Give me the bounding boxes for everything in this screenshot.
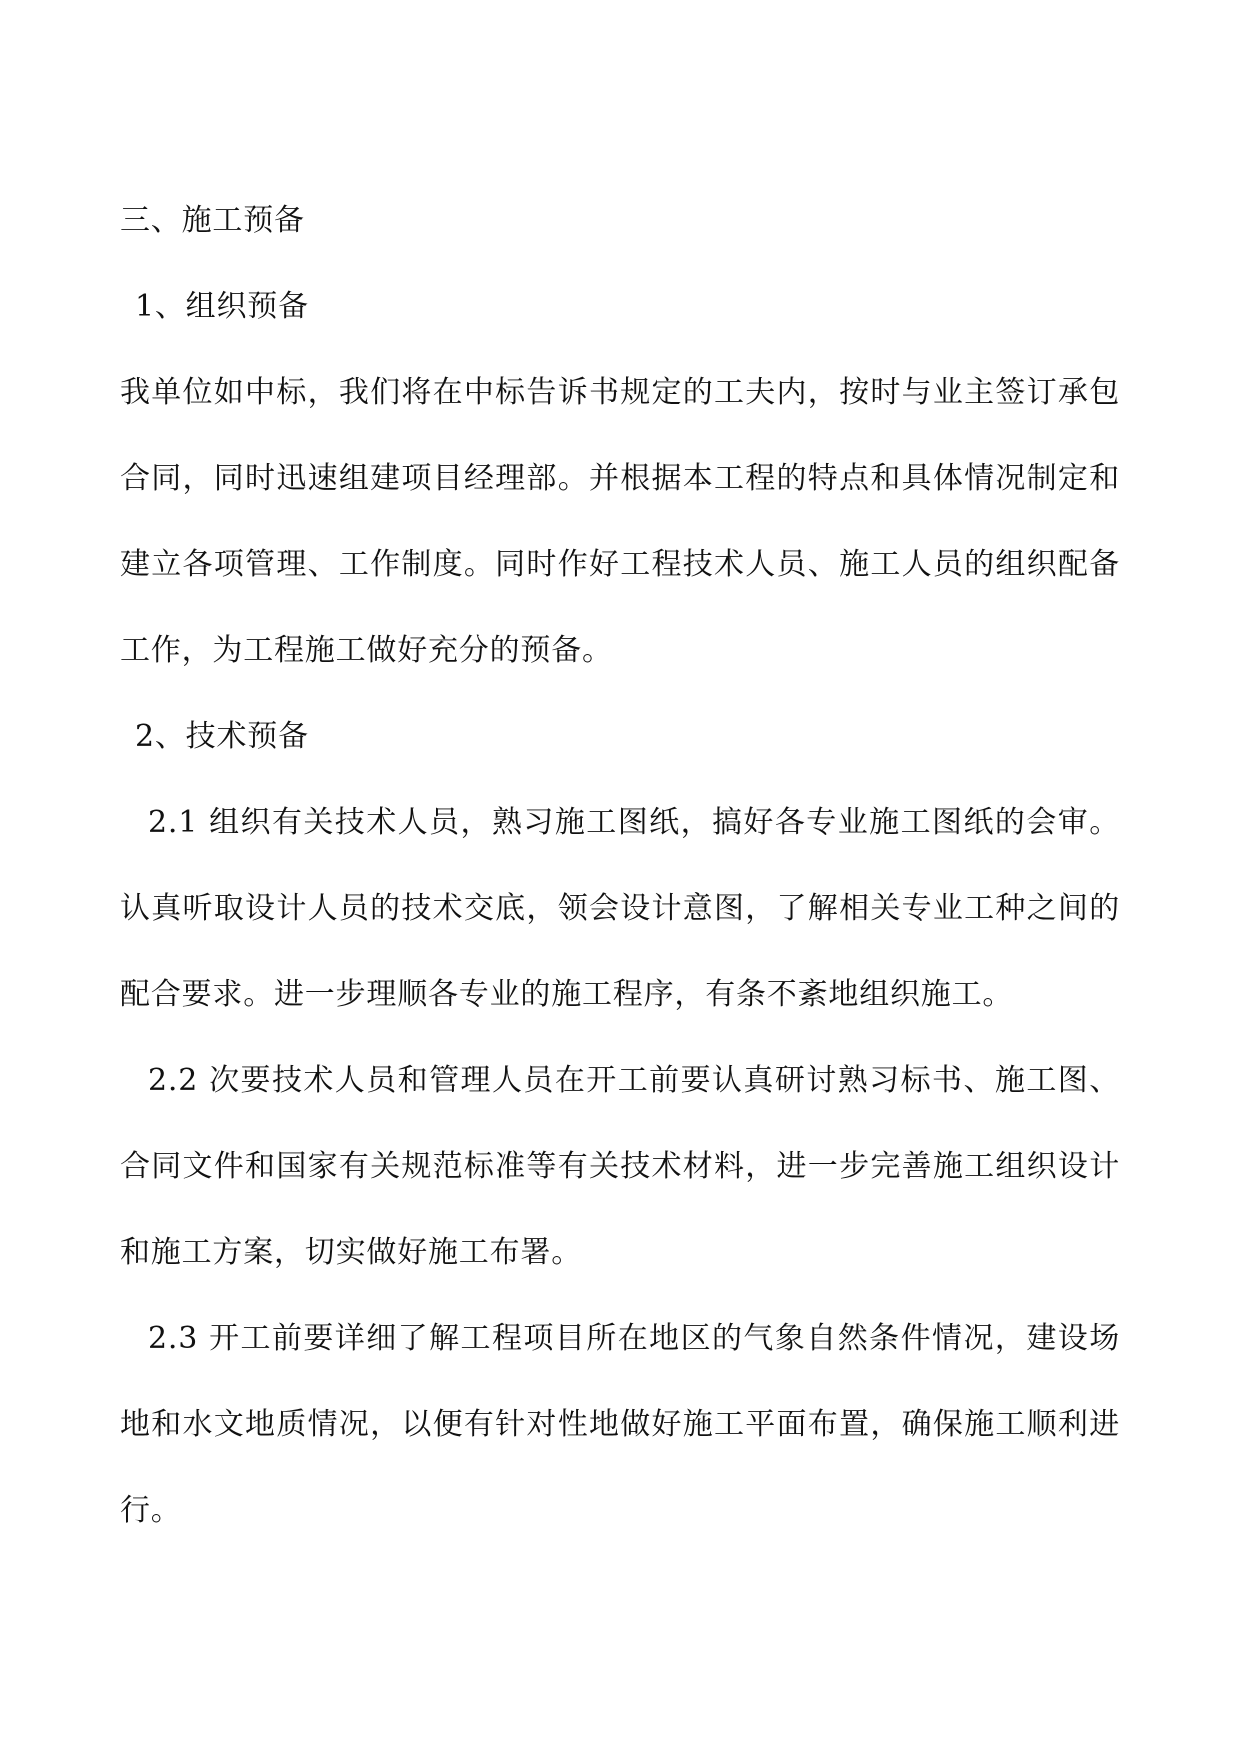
list-item-2-1-line: 配合要求。进一步理顺各专业的施工程序，有条不紊地组织施工。 — [120, 977, 1014, 1012]
list-item-2-3-line: 地和水文地质情况，以便有针对性地做好施工平面布置，确保施工顺利进 — [120, 1407, 1120, 1442]
list-item-2-2-line: 合同文件和国家有关规范标准等有关技术材料，进一步完善施工组织设计 — [120, 1149, 1120, 1184]
list-item-2-3-line: 2.3 开工前要详细了解工程项目所在地区的气象自然条件情况，建设场 — [148, 1321, 1120, 1356]
paragraph-line: 合同，同时迅速组建项目经理部。并根据本工程的特点和具体情况制定和 — [120, 461, 1120, 496]
subsection-title-organization: 1、组织预备 — [135, 289, 309, 324]
paragraph-line: 工作，为工程施工做好充分的预备。 — [120, 633, 613, 668]
paragraph-line: 建立各项管理、工作制度。同时作好工程技术人员、施工人员的组织配备 — [120, 547, 1120, 582]
list-item-2-2-line: 2.2 次要技术人员和管理人员在开工前要认真研讨熟习标书、施工图、 — [148, 1063, 1120, 1098]
list-item-2-3-line: 行。 — [120, 1493, 182, 1528]
list-item-2-1-line: 认真听取设计人员的技术交底，领会设计意图，了解相关专业工种之间的 — [120, 891, 1120, 926]
list-item-2-2-line: 和施工方案，切实做好施工布署。 — [120, 1235, 582, 1270]
section-heading: 三、施工预备 — [120, 203, 305, 238]
list-item-2-1-line: 2.1 组织有关技术人员，熟习施工图纸，搞好各专业施工图纸的会审。 — [148, 805, 1120, 840]
paragraph-line: 我单位如中标，我们将在中标告诉书规定的工夫内，按时与业主签订承包 — [120, 375, 1120, 410]
subsection-title-technical: 2、技术预备 — [135, 719, 309, 754]
